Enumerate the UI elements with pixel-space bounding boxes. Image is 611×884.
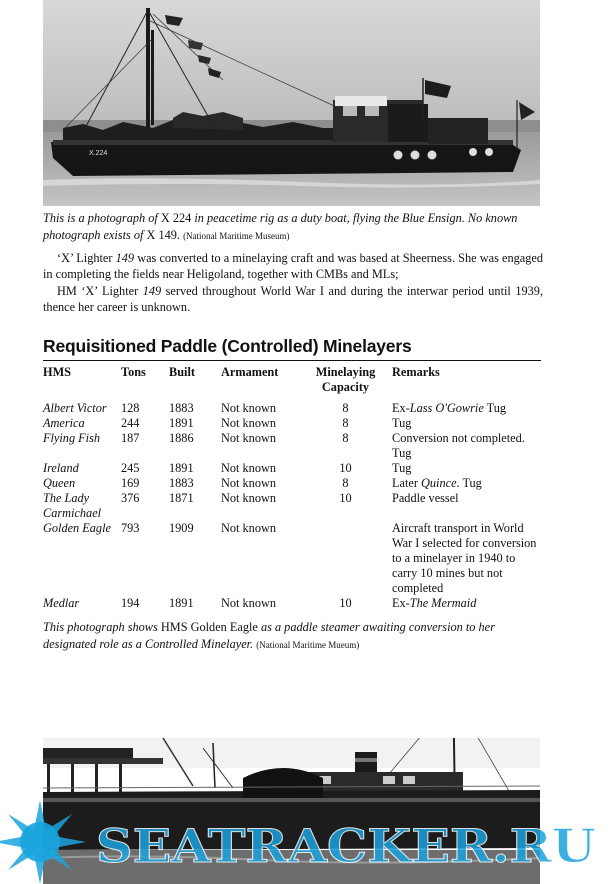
cell-tons: 245 — [121, 461, 140, 475]
cell-capacity: 8 — [342, 476, 349, 490]
cell-tons: 169 — [121, 476, 140, 490]
cell-built: 1891 — [169, 461, 194, 475]
body-paragraph-service: HM ‘X’ Lighter 149 served throughout World War I and during the interwar period until 1939, thence her career is unknown. — [43, 284, 544, 314]
cell-name: Medlar — [43, 596, 80, 610]
golden-eagle-caption: This photograph shows HMS Golden Eagle as a paddle steamer awaiting conversion to her designated role as a Controlled Minelayer. (National Maritime Mueum) — [43, 620, 495, 651]
cell-name: The Lady Carmichael — [43, 491, 102, 520]
cell-remarks: Tug — [392, 461, 412, 475]
table-row — [43, 461, 542, 476]
header-capacity: Minelaying Capacity — [315, 365, 376, 394]
cell-tons: 376 — [121, 491, 140, 505]
cell-capacity: 10 — [339, 491, 352, 505]
table-row — [43, 596, 542, 611]
cell-built: 1883 — [169, 476, 194, 490]
cell-tons: 194 — [121, 596, 140, 610]
header-remarks: Remarks — [392, 365, 440, 379]
duty-boat-caption: This is a photograph of X 224 in peacetime rig as a duty boat, flying the Blue Ensign. No known photograph exists of X 149. (National Maritime Museum) — [43, 211, 518, 242]
hull-marking-label: X.224 — [89, 150, 108, 157]
cell-capacity: 8 — [342, 431, 349, 445]
cell-remarks: Aircraft transport in World War I selected for conversion to a minelayer in 1940 to carry 10 mines but not completed — [392, 521, 537, 595]
duty-boat-photo — [43, 0, 540, 206]
table-row — [43, 401, 542, 416]
cell-remarks: Conversion not completed. Tug — [392, 431, 525, 460]
cell-capacity: 10 — [339, 596, 352, 610]
cell-tons: 793 — [121, 521, 140, 535]
heading-divider — [43, 360, 541, 361]
cell-name: America — [43, 416, 85, 430]
cell-capacity: 8 — [342, 416, 349, 430]
cell-tons: 128 — [121, 401, 140, 415]
cell-capacity: 10 — [339, 461, 352, 475]
cell-built: 1909 — [169, 521, 194, 535]
caption-credit: (National Maritime Mueum) — [256, 640, 360, 650]
table-row — [43, 431, 542, 461]
cell-armament: Not known — [221, 596, 276, 610]
section-title: Requisitioned Paddle (Controlled) Minelayers — [43, 336, 412, 356]
header-tons: Tons — [121, 365, 146, 379]
cell-armament: Not known — [221, 431, 276, 445]
cell-tons: 187 — [121, 431, 140, 445]
body-paragraph-conversion: ‘X’ Lighter 149 was converted to a minelaying craft and was based at Sheerness. She was engaged in completing the fields near Heligoland, together with CMBs and MLs; — [43, 251, 543, 281]
table-header-row — [43, 365, 542, 401]
cell-built: 1883 — [169, 401, 194, 415]
cell-armament: Not known — [221, 491, 276, 505]
table-body — [43, 401, 542, 611]
cell-remarks: Paddle vessel — [392, 491, 459, 505]
cell-name: Ireland — [43, 461, 79, 475]
table-row — [43, 521, 542, 596]
minelayers-table — [43, 365, 542, 611]
header-built: Built — [169, 365, 195, 379]
header-armament: Armament — [221, 365, 279, 379]
table-row — [43, 476, 542, 491]
cell-built: 1891 — [169, 416, 194, 430]
cell-remarks: Tug — [392, 416, 412, 430]
table-row — [43, 491, 542, 521]
cell-remarks: Ex-The Mermaid — [392, 596, 477, 610]
cell-name: Golden Eagle — [43, 521, 111, 535]
cell-armament: Not known — [221, 476, 276, 490]
cell-armament: Not known — [221, 521, 276, 535]
starburst-icon — [0, 800, 86, 884]
cell-remarks: Ex-Lass O'Gowrie Tug — [392, 401, 507, 415]
cell-capacity: 8 — [342, 401, 349, 415]
cell-armament: Not known — [221, 401, 276, 415]
cell-capacity — [299, 521, 392, 596]
seatracker-watermark — [0, 800, 611, 884]
cell-name: Flying Fish — [43, 431, 101, 445]
x224-ship-image — [43, 0, 540, 206]
cell-armament: Not known — [221, 416, 276, 430]
cell-built: 1886 — [169, 431, 194, 445]
header-hms: HMS — [43, 365, 72, 379]
cell-name: Queen — [43, 476, 76, 490]
table-row — [43, 416, 542, 431]
cell-built: 1871 — [169, 491, 194, 505]
watermark-text: SEATRACKER.RU — [96, 819, 596, 873]
cell-tons: 244 — [121, 416, 140, 430]
cell-armament: Not known — [221, 461, 276, 475]
cell-remarks: Later Quince. Tug — [392, 476, 482, 490]
cell-built: 1891 — [169, 596, 194, 610]
cell-name: Albert Victor — [43, 401, 107, 415]
caption-credit: (National Maritime Museum) — [183, 231, 290, 241]
